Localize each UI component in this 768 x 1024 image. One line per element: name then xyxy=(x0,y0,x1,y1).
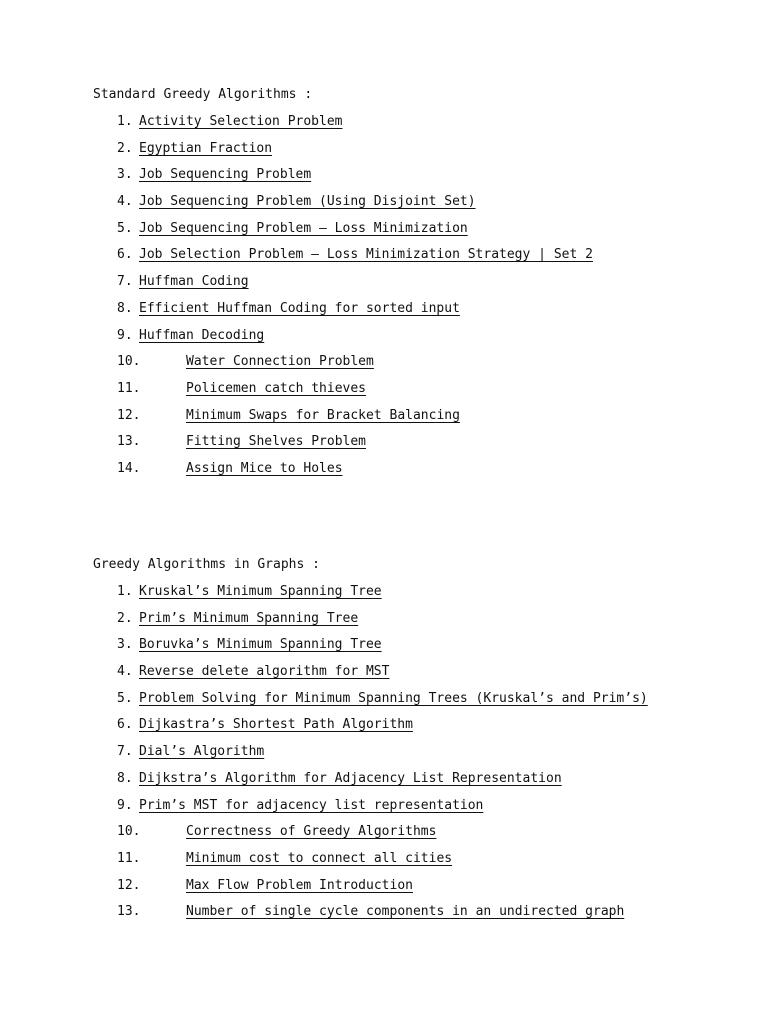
item-link[interactable]: Minimum Swaps for Bracket Balancing xyxy=(186,407,460,423)
list-item xyxy=(93,433,733,460)
item-number: 4. xyxy=(117,194,133,210)
item-number: 12. xyxy=(117,877,141,893)
list-item xyxy=(93,770,733,797)
item-number: 3. xyxy=(117,167,133,183)
item-link[interactable]: Job Selection Problem – Loss Minimization Strategy | Set 2 xyxy=(139,247,593,263)
section-heading: Standard Greedy Algorithms : xyxy=(93,87,313,102)
item-link[interactable]: Kruskal’s Minimum Spanning Tree xyxy=(139,584,382,599)
item-link[interactable]: Correctness of Greedy Algorithms xyxy=(186,824,437,840)
list-item xyxy=(93,327,733,354)
list-item xyxy=(93,690,733,717)
item-link[interactable]: Job Sequencing Problem (Using Disjoint Set) xyxy=(139,194,476,210)
list-item xyxy=(93,583,733,610)
item-number: 9. xyxy=(117,327,133,343)
item-link[interactable]: Prim’s MST for adjacency list representation xyxy=(139,797,484,813)
item-link[interactable]: Dial’s Algorithm xyxy=(139,744,265,760)
item-link[interactable]: Activity Selection Problem xyxy=(139,114,343,129)
item-link[interactable]: Dijkstra’s Algorithm for Adjacency List Representation xyxy=(139,770,562,786)
list-item xyxy=(93,460,733,487)
item-number: 13. xyxy=(117,434,141,450)
item-number: 7. xyxy=(117,744,133,760)
section-heading: Greedy Algorithms in Graphs : xyxy=(93,557,320,572)
list-item xyxy=(93,610,733,637)
list-item xyxy=(93,850,733,877)
algorithm-list xyxy=(93,583,733,930)
item-number: 4. xyxy=(117,664,133,680)
item-link[interactable]: Minimum cost to connect all cities xyxy=(186,850,453,866)
item-link[interactable]: Boruvka’s Minimum Spanning Tree xyxy=(139,637,382,653)
item-number: 10. xyxy=(117,354,141,370)
item-link[interactable]: Job Sequencing Problem – Loss Minimization xyxy=(139,220,468,236)
item-number: 1. xyxy=(117,114,133,129)
section-greedy-graphs xyxy=(93,556,733,930)
item-link[interactable]: Job Sequencing Problem xyxy=(139,167,312,183)
item-number: 10. xyxy=(117,824,141,840)
list-item xyxy=(93,743,733,770)
item-link[interactable]: Water Connection Problem xyxy=(186,354,374,370)
item-number: 12. xyxy=(117,407,141,423)
item-link[interactable]: Policemen catch thieves xyxy=(186,380,367,396)
list-item xyxy=(93,877,733,904)
item-link[interactable]: Max Flow Problem Introduction xyxy=(186,877,413,893)
item-link[interactable]: Efficient Huffman Coding for sorted input xyxy=(139,300,460,316)
list-item xyxy=(93,246,733,273)
item-link[interactable]: Huffman Coding xyxy=(139,274,249,290)
item-number: 3. xyxy=(117,637,133,653)
item-number: 5. xyxy=(117,690,133,706)
item-number: 11. xyxy=(117,380,141,396)
section-standard-greedy xyxy=(93,86,733,487)
item-link[interactable]: Fitting Shelves Problem xyxy=(186,434,367,450)
list-item xyxy=(93,663,733,690)
item-link[interactable]: Huffman Decoding xyxy=(139,327,265,343)
item-number: 5. xyxy=(117,220,133,236)
list-item xyxy=(93,353,733,380)
item-number: 2. xyxy=(117,140,133,156)
item-number: 14. xyxy=(117,460,141,476)
item-link[interactable]: Problem Solving for Minimum Spanning Trees (Kruskal’s and Prim’s) xyxy=(139,690,648,706)
list-item xyxy=(93,220,733,247)
list-item xyxy=(93,193,733,220)
list-item xyxy=(93,823,733,850)
list-item xyxy=(93,407,733,434)
item-link[interactable]: Reverse delete algorithm for MST xyxy=(139,664,390,680)
item-number: 8. xyxy=(117,300,133,316)
list-item xyxy=(93,166,733,193)
item-number: 6. xyxy=(117,717,133,733)
list-item xyxy=(93,273,733,300)
list-item xyxy=(93,113,733,140)
item-number: 13. xyxy=(117,904,141,920)
item-number: 9. xyxy=(117,797,133,813)
item-link[interactable]: Prim’s Minimum Spanning Tree xyxy=(139,610,359,626)
list-item xyxy=(93,716,733,743)
item-number: 8. xyxy=(117,770,133,786)
list-item xyxy=(93,380,733,407)
list-item xyxy=(93,903,733,930)
list-item xyxy=(93,797,733,824)
item-link[interactable]: Egyptian Fraction xyxy=(139,140,273,156)
list-item xyxy=(93,636,733,663)
list-item xyxy=(93,300,733,327)
item-number: 11. xyxy=(117,850,141,866)
item-link[interactable]: Number of single cycle components in an undirected graph xyxy=(186,904,625,920)
item-link[interactable]: Dijkastra’s Shortest Path Algorithm xyxy=(139,717,413,733)
item-number: 7. xyxy=(117,274,133,290)
item-number: 2. xyxy=(117,610,133,626)
item-number: 1. xyxy=(117,584,133,599)
list-item xyxy=(93,140,733,167)
algorithm-list xyxy=(93,113,733,487)
item-link[interactable]: Assign Mice to Holes xyxy=(186,460,343,476)
item-number: 6. xyxy=(117,247,133,263)
